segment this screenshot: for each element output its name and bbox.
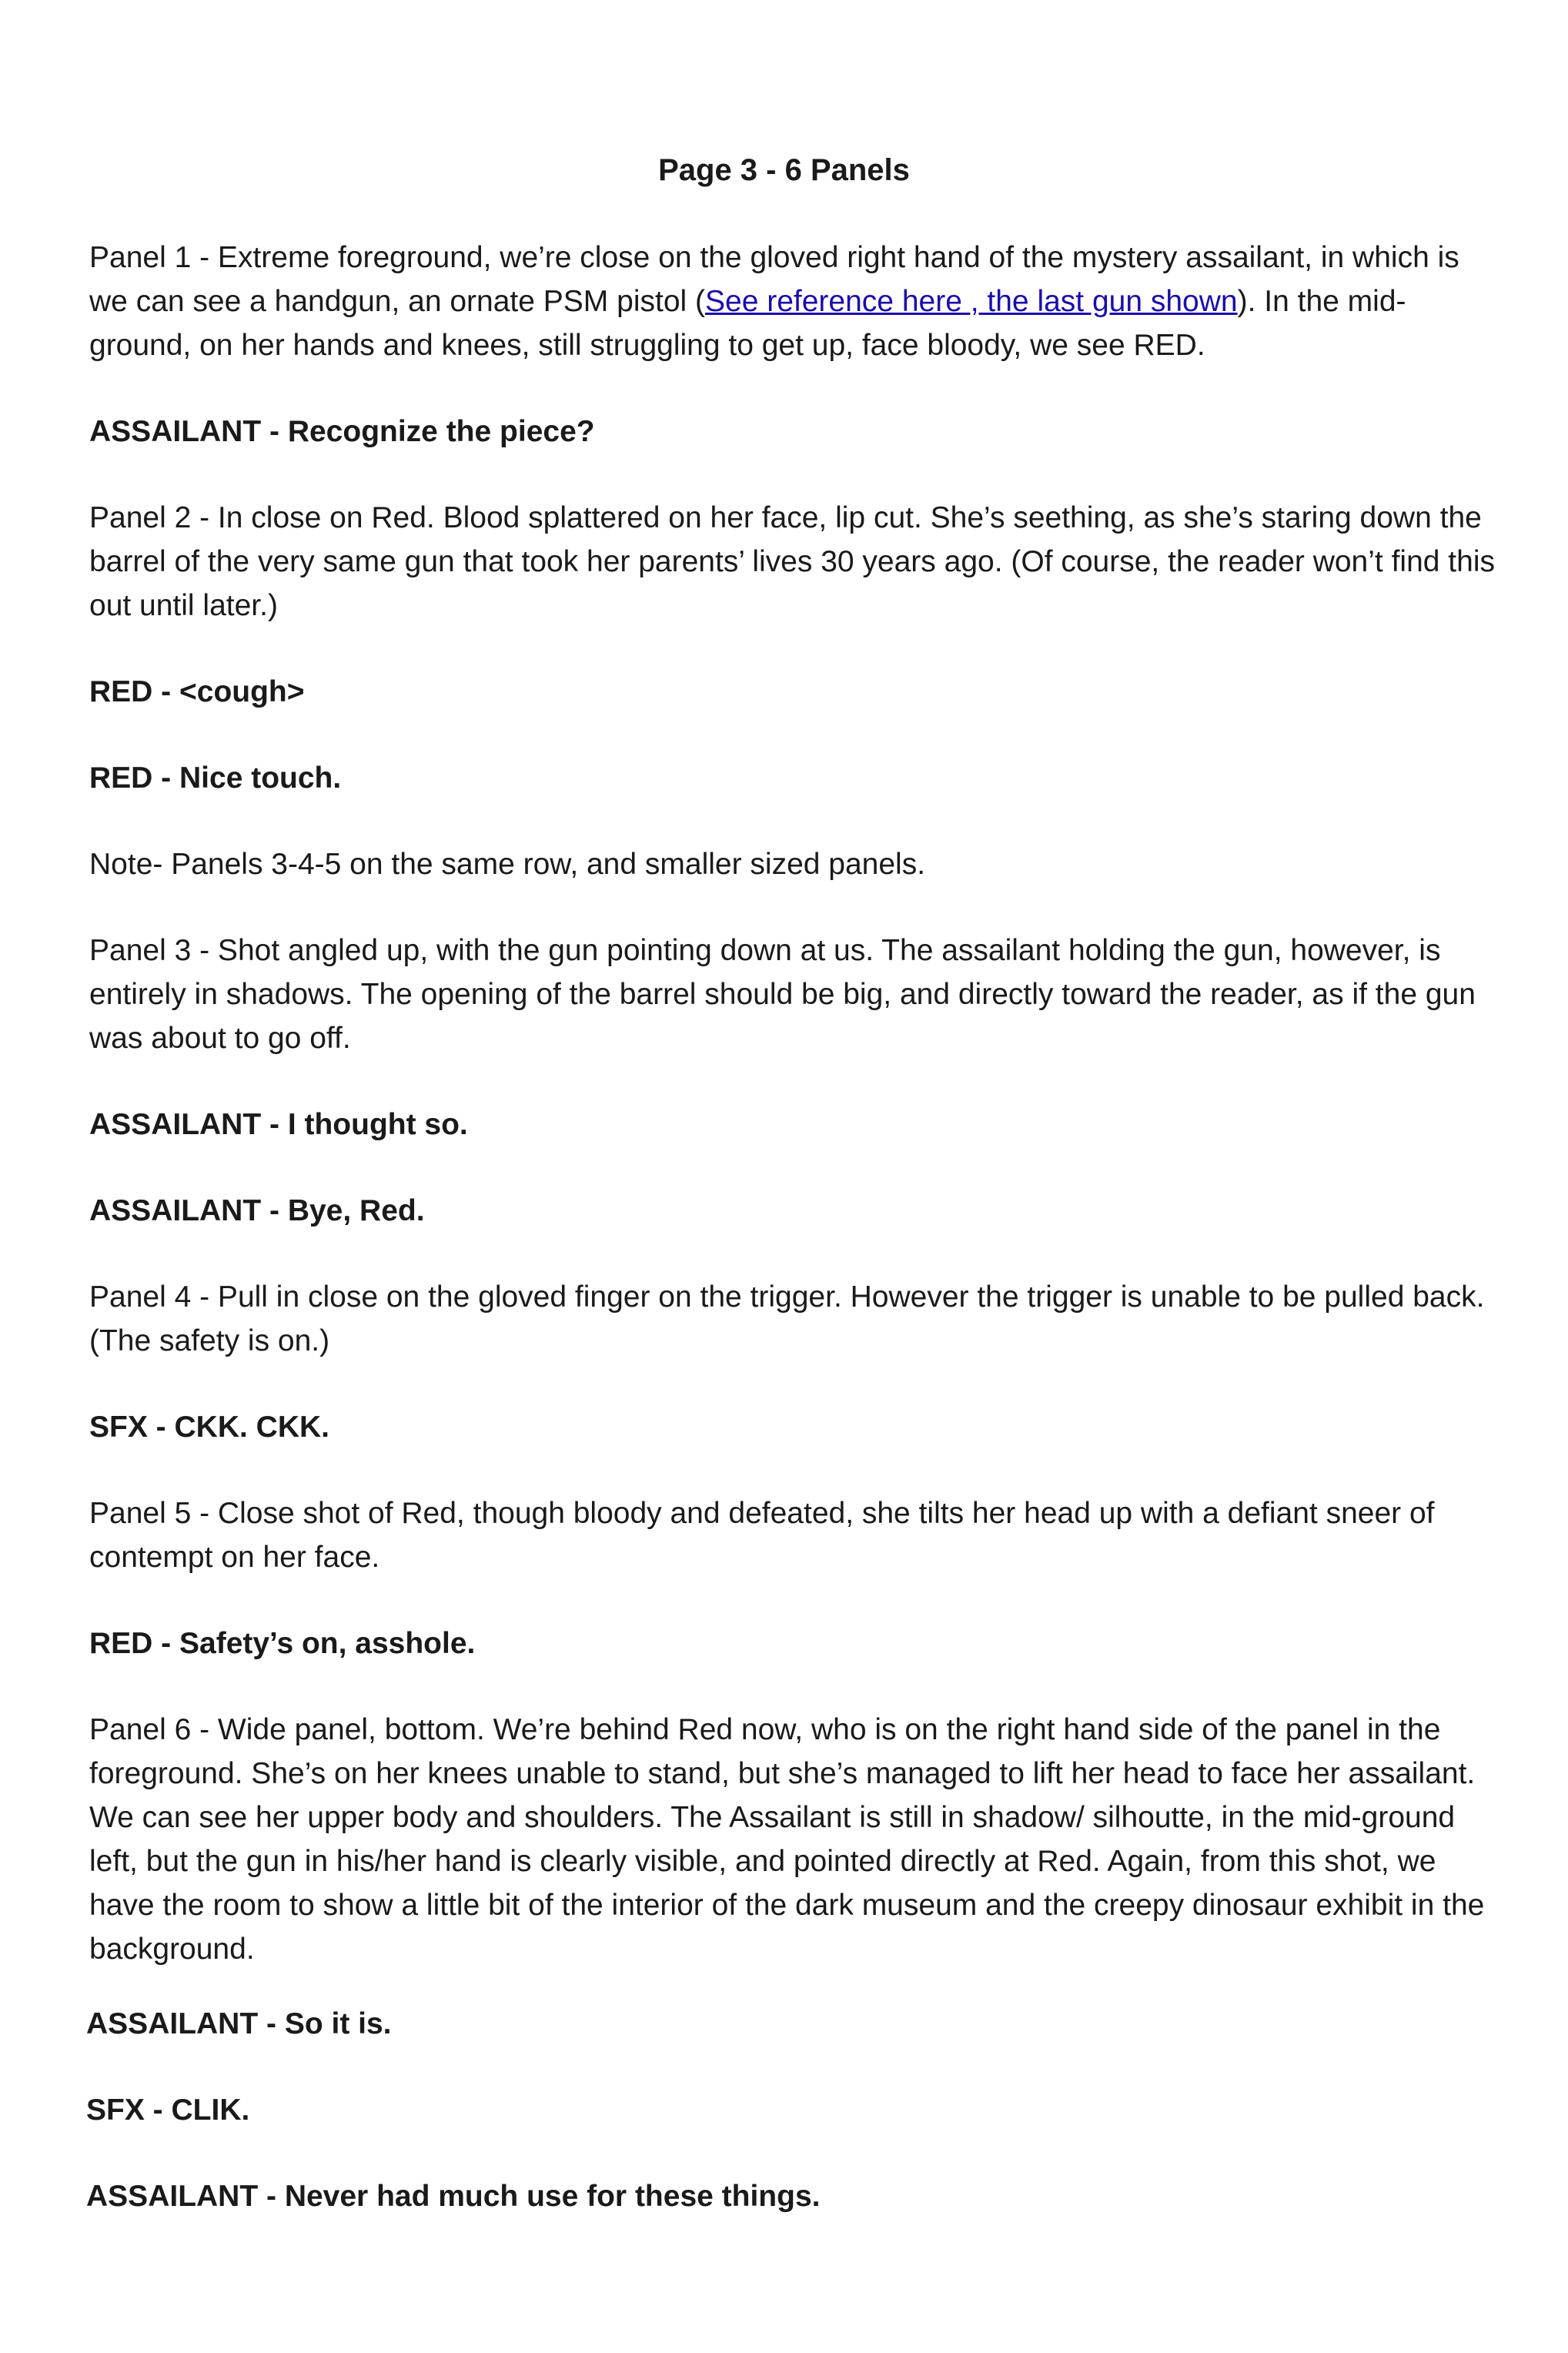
panel-6-description: Panel 6 - Wide panel, bottom. We’re behind Red now, who is on the right hand side of the panel in the foreground. She’s on her knees unable to stand, but she’s managed to lift her head to face her assailant. We can see her upper body and shoulders. The Assailant is still in shadow/ silhoutte, in the mid-ground left, but the gun in his/her hand is clearly visible, and pointed directly at Red. Again, from this shot, we have the room to show a little bit of the interior of the dark museum and the creepy dinosaur exhibit in the background.	[89, 1713, 1485, 1966]
panel-5-description: Panel 5 - Close shot of Red, though bloody and defeated, she tilts her head up with a defiant sneer of contempt on her face.	[89, 1497, 1435, 1574]
dialogue-assailant-5: ASSAILANT - Never had much use for these things.	[86, 2180, 821, 2213]
dialogue-red-1: RED - <cough>	[89, 675, 305, 708]
page-title: Page 3 - 6 Panels	[658, 153, 910, 187]
panel-2-description: Panel 2 - In close on Red. Blood splattered on her face, lip cut. She’s seething, as she’s staring down the barrel of the very same gun that took her parents’ lives 30 years ago. (Of course, the reader won’t find this out until later.)	[89, 501, 1495, 622]
dialogue-assailant-1: ASSAILANT - Recognize the piece?	[89, 415, 595, 448]
panel-4-description: Panel 4 - Pull in close on the gloved finger on the trigger. However the trigger is unable to be pulled back. (The safety is on.)	[89, 1280, 1485, 1357]
layout-note: Note- Panels 3-4-5 on the same row, and smaller sized panels.	[89, 848, 926, 881]
dialogue-assailant-4: ASSAILANT - So it is.	[86, 2007, 392, 2040]
reference-link[interactable]: See reference here , the last gun shown	[705, 285, 1238, 318]
panel-3-description: Panel 3 - Shot angled up, with the gun pointing down at us. The assailant holding the gun, however, is entirely in shadows. The opening of the barrel should be big, and directly toward the reader, as if the gun was about to go off.	[89, 934, 1476, 1055]
dialogue-red-2: RED - Nice touch.	[89, 761, 342, 795]
script-body	[86, 236, 1498, 2261]
dialogue-assailant-3: ASSAILANT - Bye, Red.	[89, 1194, 425, 1227]
dialogue-red-3: RED - Safety’s on, asshole.	[89, 1627, 476, 1660]
sfx-2: SFX - CLIK.	[86, 2094, 250, 2127]
panel-1-text-after-link: ). In the mid-ground, on her hands and knees, still struggling to get up, face bloody, we see RED.	[89, 285, 1406, 362]
panel-1-description	[89, 236, 1498, 367]
sfx-1: SFX - CKK. CKK.	[89, 1411, 329, 1444]
panel-1-text-before-link: Panel 1 - Extreme foreground, we’re close on the gloved right hand of the mystery assailant, in which is we can see a handgun, an ornate PSM pistol (	[89, 241, 1459, 318]
dialogue-assailant-2: ASSAILANT - I thought so.	[89, 1108, 468, 1141]
